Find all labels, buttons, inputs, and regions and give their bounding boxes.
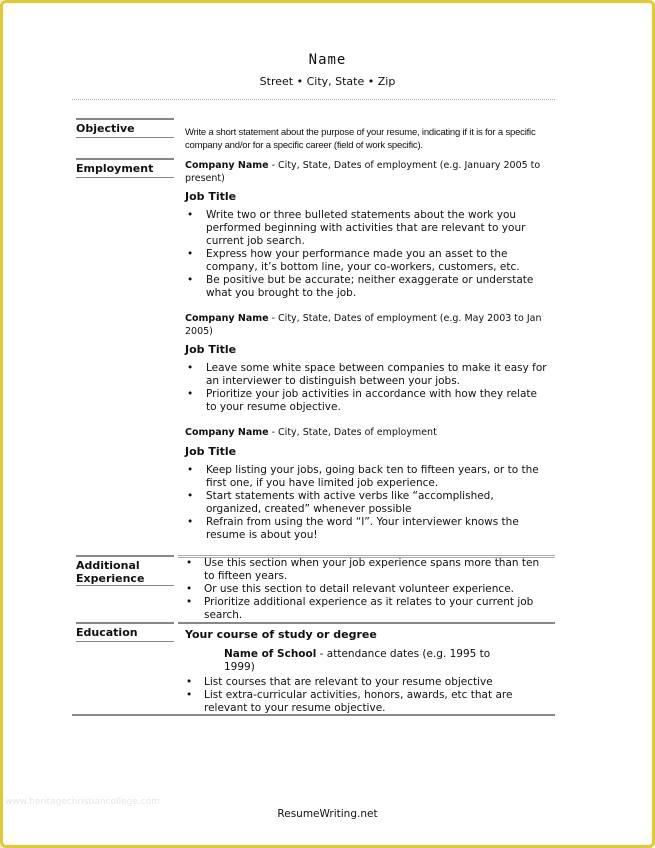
list-item: • List courses that are relevant to your resume objective <box>184 676 546 689</box>
section-education-heading: Education <box>76 626 138 639</box>
additional-bottom-rule <box>76 585 174 586</box>
list-item: • Prioritize additional experience as it relates to your current job search. <box>184 596 546 622</box>
company-details: - City, State, Dates of employment (e.g. May 2003 to Jan 2005) <box>185 313 542 337</box>
job-bullets <box>185 464 547 542</box>
company-name: Company Name <box>185 427 269 438</box>
list-item: • Start statements with active verbs like “accomplished, organized, created” whenever possible <box>185 490 547 516</box>
employment-bottom-rule <box>76 177 174 178</box>
job-bullets <box>185 209 547 300</box>
school-name: Name of School <box>224 648 317 660</box>
list-item: • List extra-curricular activities, honors, awards, etc that are relevant to your resume objective. <box>184 689 546 715</box>
company-details: - City, State, Dates of employment <box>268 427 437 438</box>
education-bullets <box>184 676 546 715</box>
section-objective-heading: Objective <box>76 122 135 135</box>
list-item: • Prioritize your job activities in accordance with how they relate to your resume objective. <box>185 388 547 414</box>
list-item: • Be positive but be accurate; neither exaggerate or understate what you brought to the job. <box>185 274 547 300</box>
education-bottom-rule <box>76 641 174 642</box>
footer-source: ResumeWriting.net <box>277 808 378 820</box>
section-employment-heading: Employment <box>76 162 154 175</box>
education-content-rule <box>178 622 555 624</box>
list-item: • Leave some white space between companies to make it easy for an interviewer to distinguish between your jobs. <box>185 362 547 388</box>
section-additional-heading: Additional Experience <box>76 559 145 585</box>
list-item: • Or use this section to detail relevant volunteer experience. <box>184 583 546 596</box>
school-details: - attendance dates (e.g. 1995 to 1999) <box>224 648 491 673</box>
additional-bullets <box>184 557 546 622</box>
company-line <box>185 427 550 440</box>
list-item: • Use this section when your job experience spans more than ten to fifteen years. <box>184 557 546 583</box>
list-item: • Refrain from using the word “I”. Your interviewer knows the resume is about you! <box>185 516 547 542</box>
list-item: • Write two or three bulleted statements about the work you performed beginning with activities that are relevant to your current job search. <box>185 209 547 248</box>
bottom-divider <box>72 714 555 716</box>
header-divider <box>72 99 555 100</box>
school-line <box>224 648 524 674</box>
company-name: Company Name <box>185 160 269 171</box>
company-line <box>185 313 550 338</box>
job-bullets <box>185 362 547 414</box>
watermark: www.heritagechristiancollege.com <box>5 797 160 807</box>
resume-name: Name <box>308 52 347 68</box>
job-title: Job Title <box>185 445 237 458</box>
resume-address: Street • City, State • Zip <box>259 75 396 88</box>
list-item: • Express how your performance made you an asset to the company, it’s bottom line, your co-workers, customers, etc. <box>185 248 547 274</box>
degree-title: Your course of study or degree <box>185 628 377 641</box>
company-details: - City, State, Dates of employment (e.g. January 2005 to present) <box>185 160 541 184</box>
job-title: Job Title <box>185 190 237 203</box>
objective-text: Write a short statement about the purpose of your resume, indicating if it is for a specific company and/or for a specific career (field of work specific). <box>185 127 536 151</box>
job-title: Job Title <box>185 343 237 356</box>
objective-bottom-rule <box>76 137 174 138</box>
company-line <box>185 160 550 185</box>
company-name: Company Name <box>185 313 269 324</box>
list-item: • Keep listing your jobs, going back ten to fifteen years, or to the first one, if you have limited job experience. <box>185 464 547 490</box>
